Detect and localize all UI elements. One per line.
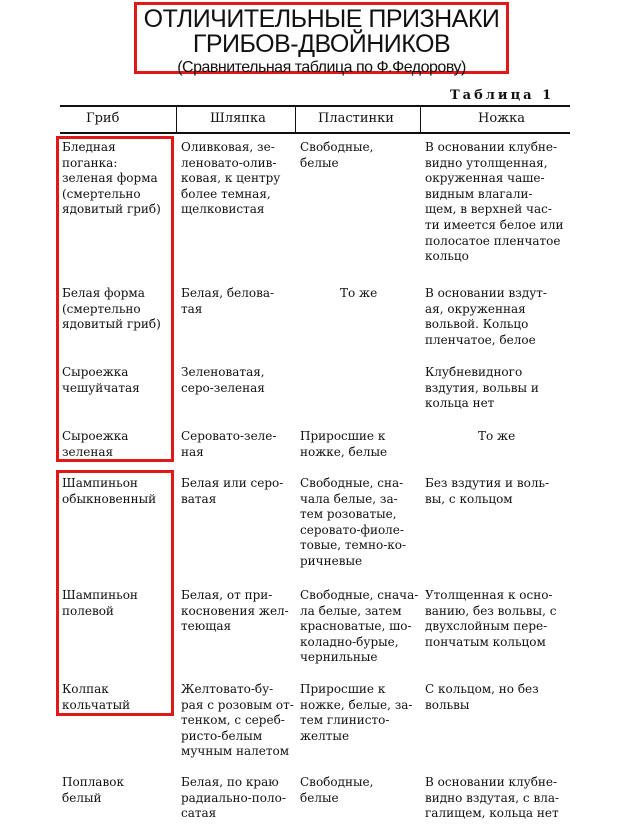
highlight-box-champignon-group bbox=[56, 470, 174, 716]
row-cap: Оливковая, зе- леновато-олив- ковая, к центру более темная, щелковистая bbox=[181, 140, 281, 217]
header-gills: Пластинки bbox=[318, 111, 394, 126]
row-stem: В основании вздут- ая, окруженная вольвой. Кольцо пленчатое, белое bbox=[425, 286, 547, 347]
row-name: Поплавок белый bbox=[62, 775, 124, 805]
row-name: Сыроежка чешуйчатая bbox=[62, 365, 140, 395]
row-name: Сыроежка зеленая bbox=[62, 429, 129, 459]
header-top-rule bbox=[60, 105, 570, 107]
title-line-2: ГРИБОВ-ДВОЙНИКОВ bbox=[192, 30, 451, 58]
row-cap: Желтовато-бу- рая с розовым от- тенком, с сереб- ристо-белым мучным налетом bbox=[181, 682, 294, 759]
row-gills: Свободные, белые bbox=[300, 140, 374, 170]
highlight-box-toadstool-group bbox=[56, 136, 174, 462]
row-stem: Утолщенная к осно- ванию, без вольвы, с двухслойным пере- пончатым кольцом bbox=[425, 588, 557, 649]
row-cap: Зеленоватая, серо-зеленая bbox=[181, 365, 265, 395]
row-name: Шампиньон полевой bbox=[62, 588, 138, 618]
row-cap: Белая, белова- тая bbox=[181, 286, 275, 316]
row-stem: То же bbox=[478, 429, 516, 443]
row-gills: То же bbox=[340, 286, 378, 300]
title-box bbox=[134, 2, 509, 74]
header-divider bbox=[420, 106, 421, 134]
row-cap: Белая, от при- косновения жел- теющая bbox=[181, 588, 289, 634]
row-cap: Белая или серо- ватая bbox=[181, 476, 284, 506]
row-stem: В основании клубне- видно вздутая, с вла- галищем, кольца нет bbox=[425, 775, 560, 821]
row-stem: В основании клубне- видно утолщенная, окруженная чаше- видным влагали- щем, в верхней час- ти имеется белое или полосатое пленчатое кольцо bbox=[425, 140, 564, 264]
row-gills: Свободные, снача- ла белые, затем красноватые, шо- коладно-бурые, чернильные bbox=[300, 588, 419, 665]
row-cap: Серовато-зеле- ная bbox=[181, 429, 277, 459]
header-divider bbox=[176, 106, 177, 134]
header-divider bbox=[295, 106, 296, 134]
row-gills: Свободные, белые bbox=[300, 775, 374, 805]
row-name: Колпак кольчатый bbox=[62, 682, 131, 712]
header-bottom-rule bbox=[60, 132, 570, 134]
row-stem: Клубневидного вздутия, вольвы и кольца нет bbox=[425, 365, 539, 411]
row-stem: С кольцом, но без вольвы bbox=[425, 682, 539, 712]
row-gills: Приросшие к ножке, белые bbox=[300, 429, 388, 459]
row-gills: Свободные, сна- чала белые, за- тем розоватые, серовато-фиоле- товые, темно-ко- ричневые bbox=[300, 476, 407, 568]
row-gills: Приросшие к ножке, белые, за- тем глинисто- желтые bbox=[300, 682, 413, 743]
header-mushroom: Гриб bbox=[86, 111, 120, 126]
row-name: Шампиньон обыкновенный bbox=[62, 476, 157, 506]
row-cap: Белая, по краю радиально-поло- сатая bbox=[181, 775, 286, 821]
header-cap: Шляпка bbox=[210, 111, 266, 126]
title-line-1: ОТЛИЧИТЕЛЬНЫЕ ПРИЗНАКИ bbox=[143, 5, 500, 33]
row-name: Белая форма (смертельно ядовитый гриб) bbox=[62, 286, 161, 332]
title-subtitle: (Сравнительная таблица по Ф.Федорову) bbox=[177, 59, 466, 76]
row-stem: Без вздутия и воль- вы, с кольцом bbox=[425, 476, 550, 506]
row-name: Бледная поганка: зеленая форма (смертельно ядовитый гриб) bbox=[62, 140, 161, 217]
header-stem: Ножка bbox=[478, 111, 525, 126]
table-label: Таблица 1 bbox=[450, 88, 555, 103]
